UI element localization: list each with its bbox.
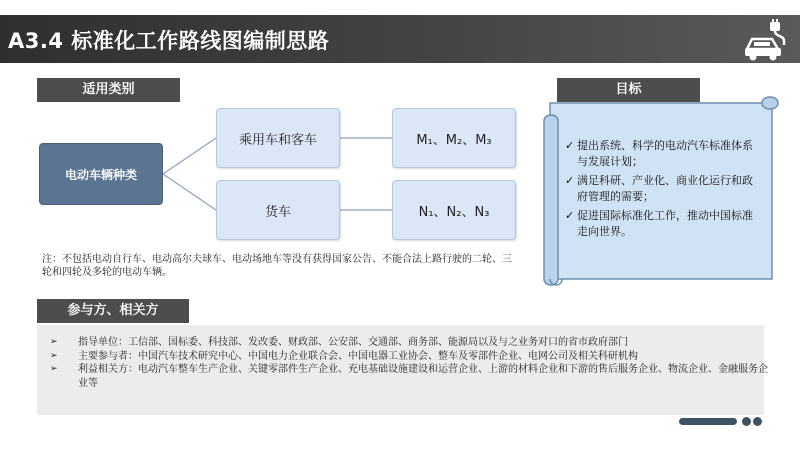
arrow-bullet-icon: ➢	[50, 337, 58, 347]
tab-applicable-category: 适用类别	[37, 78, 180, 102]
goal-item	[565, 173, 761, 205]
page-title: A3.4 标准化工作路线图编制思路	[8, 29, 330, 53]
n-class-node: N₁、N₂、N₃	[392, 180, 516, 240]
m-class-node: M₁、M₂、M₃	[392, 108, 516, 168]
goal-item	[565, 138, 761, 170]
party-text: 主要参与者：中国汽车技术研究中心、中国电力企业联合会、中国电器工业协会、整车及零部件企业、电网公司及相关科研机构	[78, 350, 638, 362]
check-icon: ✓	[565, 209, 575, 222]
pager-dot	[742, 417, 751, 426]
check-icon: ✓	[565, 174, 575, 187]
pager-dot	[753, 417, 762, 426]
party-item	[50, 350, 770, 364]
party-item	[50, 363, 770, 390]
category-note: 注：不包括电动自行车、电动高尔夫球车、电动场地车等没有获得国家公告、不能合法上路行驶的二轮、三轮和四轮及多轮的电动车辆。	[42, 254, 512, 278]
header-bar	[0, 15, 800, 63]
party-text: 指导单位：工信部、国标委、科技部、发改委、财政部、公安部、交通部、商务部、能源局以及与之业务对口的省市政府部门	[78, 337, 628, 348]
party-item	[50, 336, 770, 350]
vehicle-type-root-node: 电动车辆种类	[39, 143, 163, 205]
arrow-bullet-icon: ➢	[50, 364, 58, 374]
passenger-bus-node: 乘用车和客车	[216, 108, 340, 168]
tab-goal: 目标	[557, 78, 700, 102]
goal-text: 满足科研、产业化、商业化运行和政府管理的需要；	[577, 174, 753, 203]
goal-item	[565, 208, 761, 240]
goal-text: 促进国际标准化工作，推动中国标准走向世界。	[577, 209, 753, 238]
check-icon: ✓	[565, 139, 575, 152]
pager-bar	[679, 418, 737, 425]
truck-node: 货车	[216, 180, 340, 240]
party-text: 利益相关方：电动汽车整车生产企业、关键零部件生产企业、充电基础设施建设和运营企业、上游的材料企业和下游的售后服务企业、物流企业、金融服务企业等	[78, 364, 768, 389]
goal-list	[565, 138, 761, 243]
arrow-bullet-icon: ➢	[50, 350, 58, 361]
goal-text: 提出系统、科学的电动汽车标准体系与发展计划；	[577, 139, 753, 168]
parties-list	[50, 336, 770, 390]
tab-parties: 参与方、相关方	[37, 299, 189, 323]
ev-charger-car-icon	[742, 19, 790, 61]
